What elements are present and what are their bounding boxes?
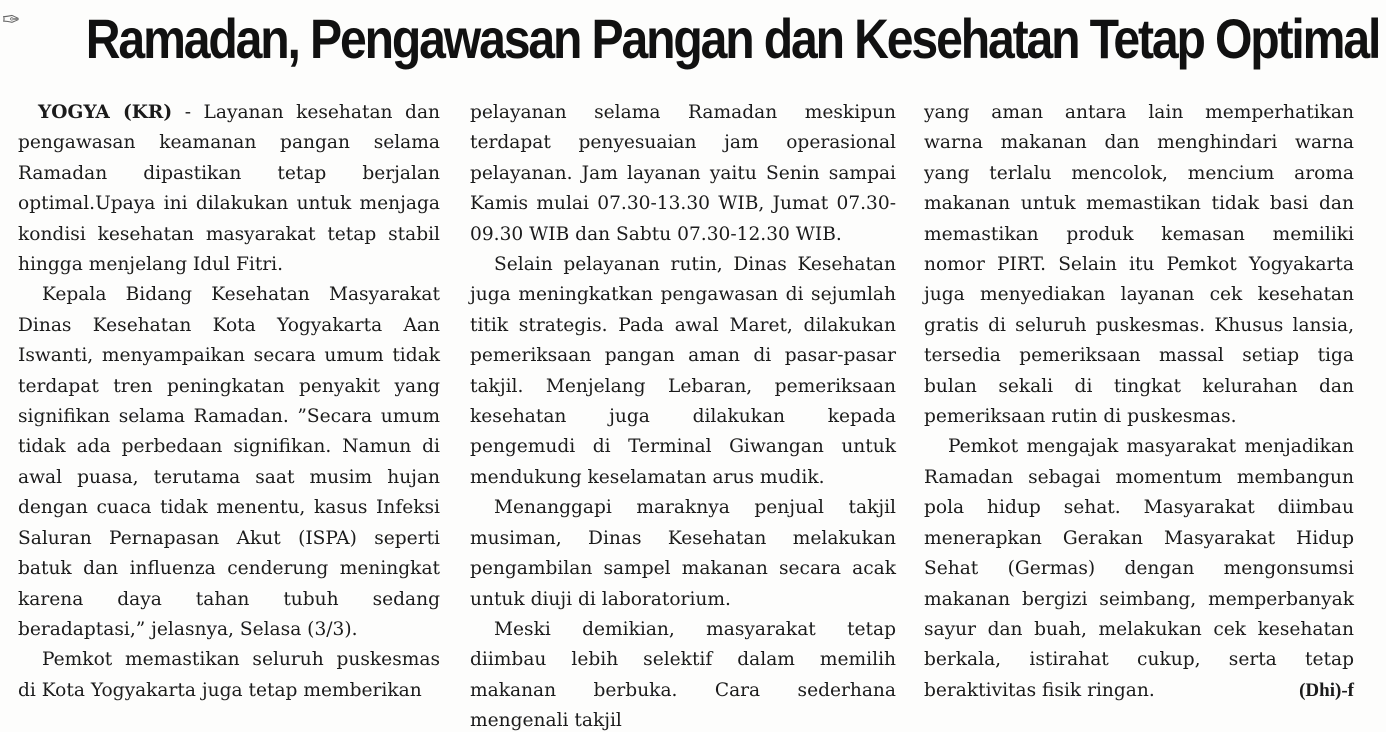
- paragraph: [18, 98, 440, 280]
- paragraph: Meski demikian, masyarakat tetap diimbau lebih selektif dalam memilih makanan berbuka. Cara sederhana mengenali takjil: [470, 618, 896, 732]
- dateline: YOGYA (KR): [38, 102, 173, 123]
- paragraph-text: - Layanan kesehatan dan pengawasan keamanan pangan selama Ramadan dipastikan tetap berjalan optimal.Upaya ini dilakukan untuk menjaga kondisi kesehatan masyarakat tetap stabil hingga menjelang Idul Fitri.: [18, 102, 441, 276]
- byline: (Dhi)-f: [1299, 679, 1354, 701]
- paragraph: Kepala Bidang Kesehatan Masyarakat Dinas Kesehatan Kota Yogyakarta Aan Iswanti, menyampaikan secara umum tidak terdapat tren peningkatan penyakit yang signifikan selama Ramadan. ”Secara umum tidak ada perbedaan signifikan. Namun di awal puasa, terutama saat musim hujan dengan cuaca tidak menentu, kasus Infeksi Saluran Pernapasan Akut (ISPA) seperti batuk dan influenza cenderung meningkat karena daya tahan tubuh sedang beradaptasi,” jelasnya, Selasa (3/3).: [18, 284, 440, 640]
- paragraph: [924, 432, 1354, 706]
- paragraph: Menanggapi maraknya penjual takjil musiman, Dinas Kesehatan melakukan pengambilan sampel makanan secara acak untuk diuji di laboratorium.: [470, 497, 896, 610]
- paragraph: Pemkot memastikan seluruh puskesmas di Kota Yogyakarta juga tetap memberikan: [18, 649, 440, 701]
- article-column-1: [18, 98, 440, 706]
- article-column-3: [924, 98, 1354, 706]
- paragraph: pelayanan selama Ramadan meskipun terdapat penyesuaian jam operasional pelayanan. Jam layanan yaitu Senin sampai Kamis mulai 07.30-13.30 WIB, Jumat 07.30-09.30 WIB dan Sabtu 07.30-12.30 WIB.: [470, 102, 896, 245]
- paragraph-text: Pemkot mengajak masyarakat menjadikan Ramadan sebagai momentum membangun pola hidup sehat. Masyarakat diimbau menerapkan Gerakan Masyarakat Hidup Sehat (Germas) dengan mengonsumsi makanan bergizi seimbang, memperbanyak sayur dan buah, melakukan cek kesehatan berkala, istirahat cukup, serta tetap beraktivitas fisik ringan.: [924, 436, 1354, 701]
- headline: Ramadan, Pengawasan Pangan dan Kesehatan Tetap Optimal: [85, 7, 1380, 70]
- paragraph: yang aman antara lain memperhatikan warna makanan dan menghindari warna yang terlalu mencolok, mencium aroma makanan untuk memastikan tidak basi dan memastikan produk kemasan memiliki nomor PIRT. Selain itu Pemkot Yogyakarta juga menyediakan layanan cek kesehatan gratis di seluruh puskesmas. Khusus lansia, tersedia pemeriksaan massal setiap tiga bulan sekali di tingkat kelurahan dan pemeriksaan rutin di puskesmas.: [924, 102, 1354, 428]
- pen-scribble-icon: ✑: [2, 8, 21, 33]
- paragraph: Selain pelayanan rutin, Dinas Kesehatan juga meningkatkan pengawasan di sejumlah titik strategis. Pada awal Maret, dilakukan pemeriksaan pangan aman di pasar-pasar takjil. Menjelang Lebaran, pemeriksaan kesehatan juga dilakukan kepada pengemudi di Terminal Giwangan untuk mendukung keselamatan arus mudik.: [470, 254, 896, 488]
- article-column-2: [470, 98, 896, 737]
